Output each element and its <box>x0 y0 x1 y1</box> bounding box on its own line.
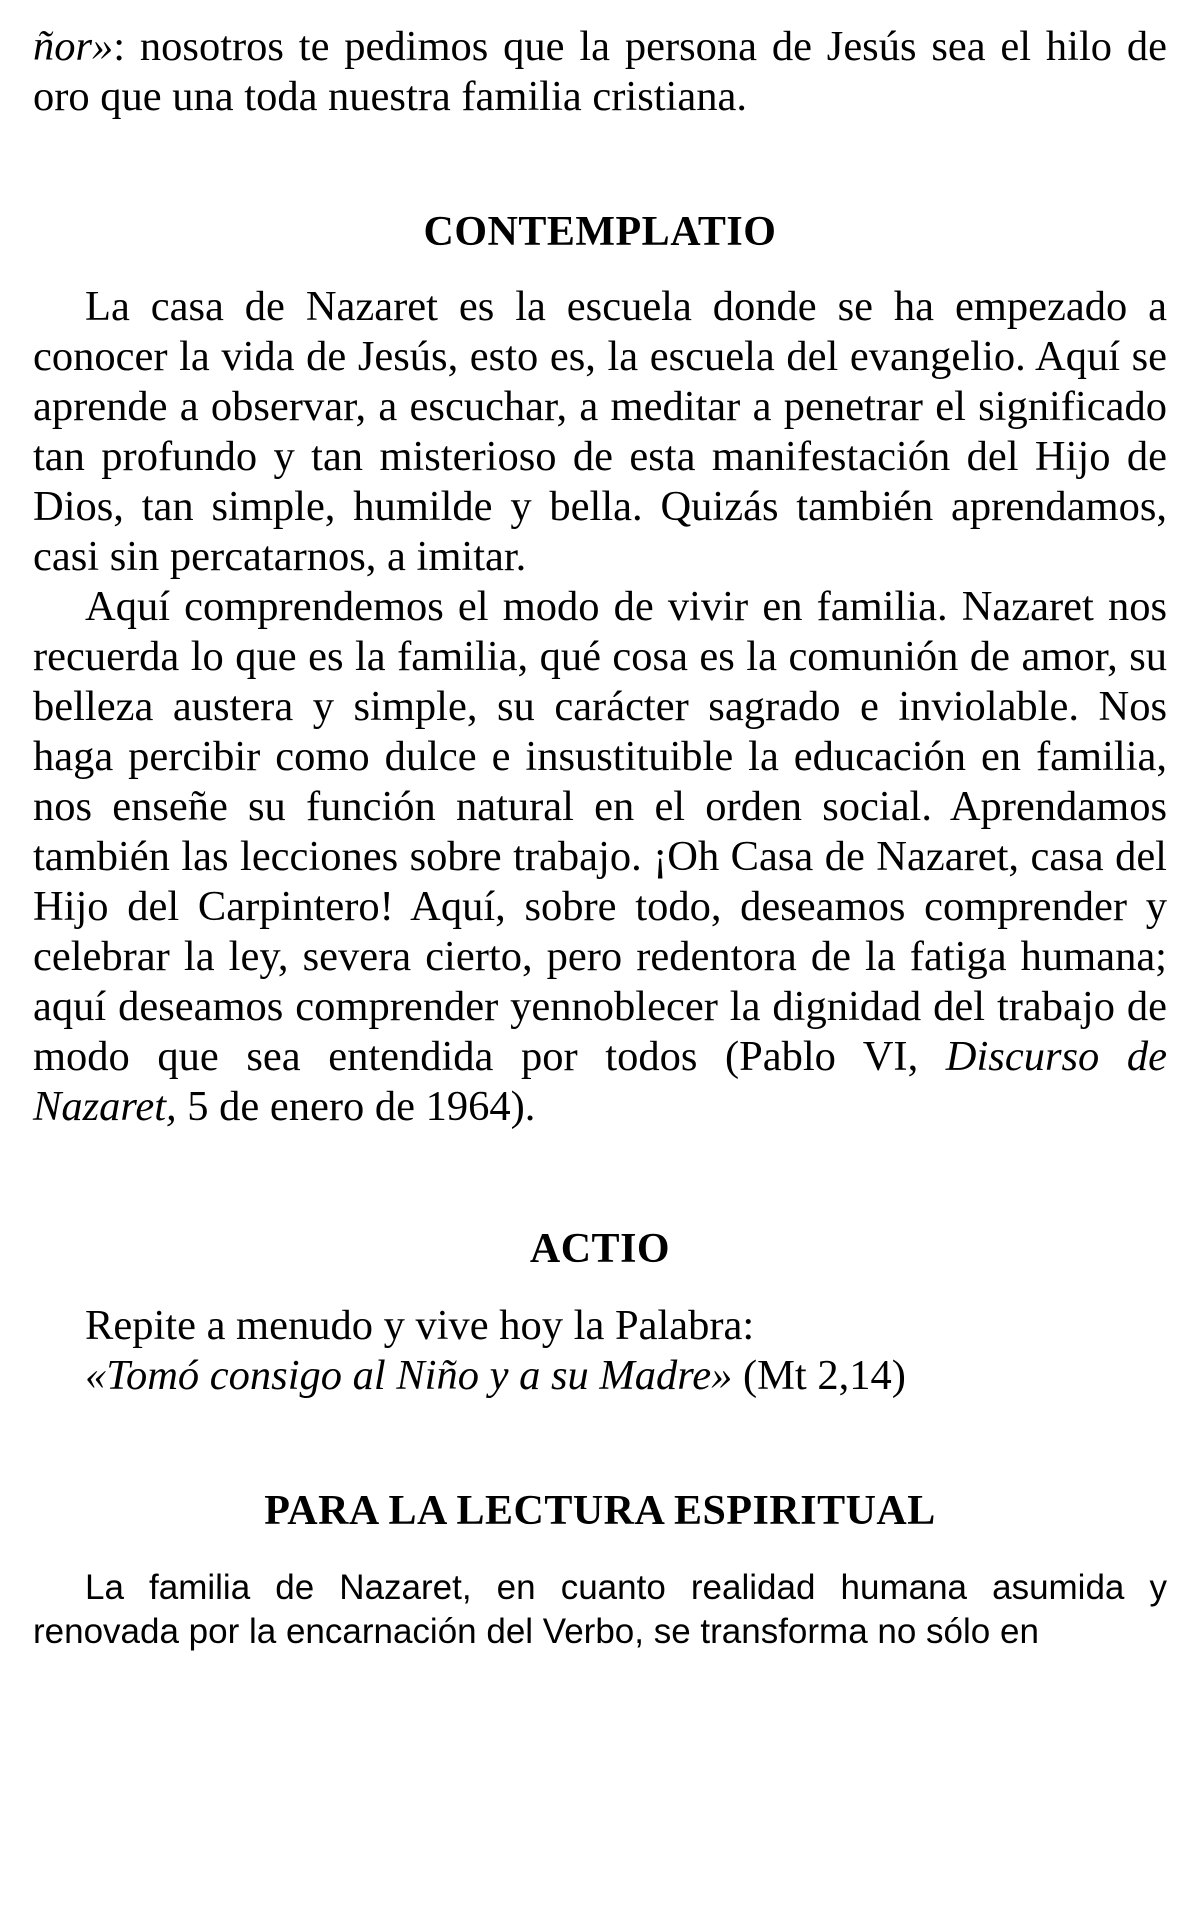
actio-heading: ACTIO <box>529 1226 671 1272</box>
contemplatio-paragraph-2 <box>33 582 1167 1132</box>
actio-quote-reference: (Mt 2,14) <box>732 1352 906 1399</box>
lectura-paragraph: La familia de Nazaret, en cuanto realidad humana asumida y renovada por la encarnación del Verbo, se transforma no sólo en <box>33 1568 1167 1651</box>
contemplatio-paragraph-2-text: Aquí comprendemos el modo de vivir en familia. Nazaret nos recuerda lo que es la familia, qué cosa es la comunión de amor, su belleza austera y simple, su carácter sagrado e inviolable. Nos haga percibir como dulce e insustituible la educación en familia, nos enseñe su función natural en el orden social. Aprendamos también las lecciones sobre trabajo. ¡Oh Casa de Nazaret, casa del Hijo del Carpintero! Aquí, sobre todo, deseamos comprender y celebrar la ley, severa cierto, pero redentora de la fatiga humana; aquí deseamos comprender yennoblecer la dignidad del trabajo de modo que sea entendida por todos (Pablo VI, <box>33 583 1167 1080</box>
intro-text: : nosotros te pedimos que la persona de Jesús sea el hilo de oro que una toda nuestra familia cristiana. <box>33 23 1167 120</box>
actio-instruction: Repite a menudo y vive hoy la Palabra: <box>85 1302 755 1349</box>
page <box>33 22 1167 1654</box>
contemplatio-paragraph-1: La casa de Nazaret es la escuela donde se ha empezado a conocer la vida de Jesús, esto es, la escuela del evangelio. Aquí se aprende a observar, a escuchar, a meditar a penetrar el significado tan profundo y tan misterioso de esta manifestación del Hijo de Dios, tan simple, humilde y bella. Quizás también aprendamos, casi sin percatarnos, a imitar. <box>33 283 1167 580</box>
source-date: 5 de enero de 1964). <box>176 1083 536 1130</box>
actio-quote-italic: «Tomó consigo al Niño y a su Madre» <box>85 1352 733 1399</box>
contemplatio-heading: CONTEMPLATIO <box>423 209 777 255</box>
intro-paragraph <box>33 22 1167 122</box>
intro-italic-lead: ñor» <box>33 23 114 70</box>
actio-quote <box>33 1351 1167 1401</box>
lectura-heading: PARA LA LECTURA ESPIRITUAL <box>264 1488 936 1534</box>
source-title: Discurso de Nazaret, <box>33 1033 1167 1130</box>
